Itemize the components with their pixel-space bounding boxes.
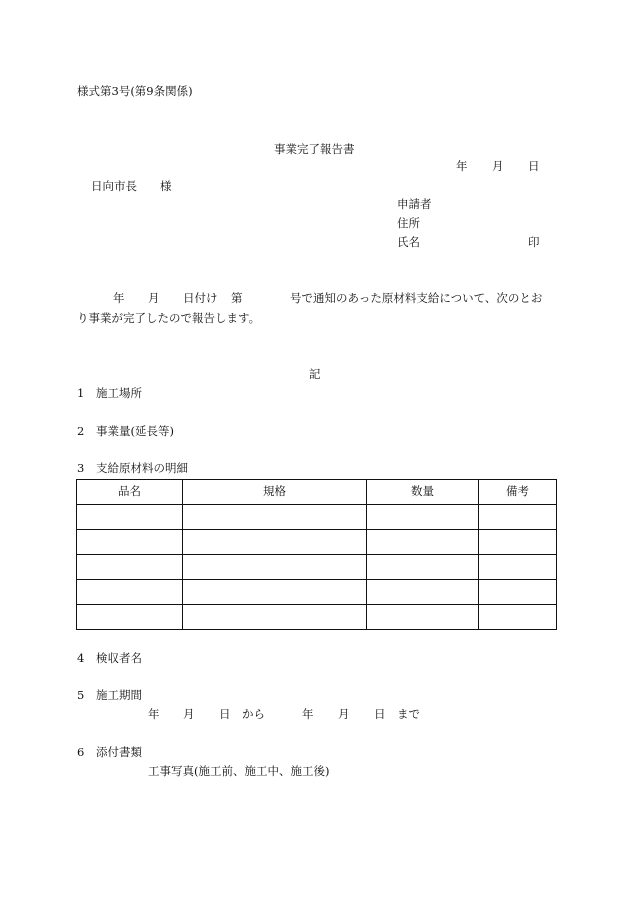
applicant-label: 申請者 — [397, 197, 432, 211]
header-item-name: 品名 — [77, 480, 183, 505]
table-cell[interactable] — [77, 605, 183, 630]
table-cell[interactable] — [367, 580, 479, 605]
section-4-number: 4 — [77, 651, 85, 665]
item-3-number: 3 — [77, 461, 85, 475]
table-cell[interactable] — [367, 505, 479, 530]
header-remarks: 備考 — [479, 480, 557, 505]
item-2-number: 2 — [77, 424, 85, 438]
period-to-month: 月 — [338, 707, 350, 721]
address-label: 住所 — [397, 216, 420, 230]
section-4-label: 検収者名 — [96, 651, 142, 665]
item-3-label: 支給原材料の明細 — [96, 461, 188, 475]
period-from-day: 日 — [219, 707, 231, 721]
date-day: 日 — [528, 159, 540, 173]
header-spec: 規格 — [183, 480, 367, 505]
table-cell[interactable] — [183, 505, 367, 530]
item-2-label: 事業量(延長等) — [96, 424, 174, 438]
form-label: 様式第3号(第9条関係) — [77, 84, 193, 98]
body-month: 月 — [148, 291, 160, 305]
table-cell[interactable] — [479, 505, 557, 530]
table-header-row — [77, 480, 557, 505]
body-day: 日付け — [183, 291, 218, 305]
period-to-year: 年 — [302, 707, 314, 721]
table-cell[interactable] — [183, 555, 367, 580]
table-cell[interactable] — [479, 605, 557, 630]
table-cell[interactable] — [183, 580, 367, 605]
period-to-day: 日 — [374, 707, 386, 721]
section-5-number: 5 — [77, 688, 85, 702]
table-cell[interactable] — [183, 605, 367, 630]
table-cell[interactable] — [479, 580, 557, 605]
table-cell[interactable] — [367, 555, 479, 580]
table-cell[interactable] — [367, 605, 479, 630]
body-number-prefix: 第 — [231, 291, 243, 305]
item-1-label: 施工場所 — [96, 386, 142, 400]
table-cell[interactable] — [77, 580, 183, 605]
period-from-kara: から — [242, 707, 265, 721]
section-5-label: 施工期間 — [96, 688, 142, 702]
period-from-year: 年 — [148, 707, 160, 721]
period-from-month: 月 — [183, 707, 195, 721]
table-cell[interactable] — [77, 555, 183, 580]
date-year: 年 — [456, 159, 468, 173]
ki-heading: 記 — [309, 367, 321, 381]
table-row — [77, 605, 557, 630]
date-month: 月 — [492, 159, 504, 173]
table-row — [77, 555, 557, 580]
section-6-number: 6 — [77, 745, 85, 759]
addressee-honorific: 様 — [160, 179, 172, 193]
table-cell[interactable] — [479, 530, 557, 555]
body-line1: 号で通知のあった原材料支給について、次のとお — [290, 291, 543, 305]
table-row — [77, 580, 557, 605]
period-to-made: まで — [397, 707, 420, 721]
name-label: 氏名 — [397, 235, 420, 249]
materials-table — [76, 479, 557, 630]
addressee-name: 日向市長 — [91, 179, 137, 193]
section-6-label: 添付書類 — [96, 745, 142, 759]
document-title: 事業完了報告書 — [274, 142, 355, 156]
item-1-number: 1 — [77, 386, 85, 400]
table-cell[interactable] — [183, 530, 367, 555]
body-year: 年 — [113, 291, 125, 305]
body-line2: り事業が完了したので報告します。 — [77, 311, 261, 325]
table-row — [77, 505, 557, 530]
table-cell[interactable] — [479, 555, 557, 580]
header-quantity: 数量 — [367, 480, 479, 505]
attachment-content: 工事写真(施工前、施工中、施工後) — [148, 764, 330, 778]
table-row — [77, 530, 557, 555]
table-cell[interactable] — [367, 530, 479, 555]
seal-mark: 印 — [528, 235, 540, 249]
table-cell[interactable] — [77, 530, 183, 555]
table-cell[interactable] — [77, 505, 183, 530]
